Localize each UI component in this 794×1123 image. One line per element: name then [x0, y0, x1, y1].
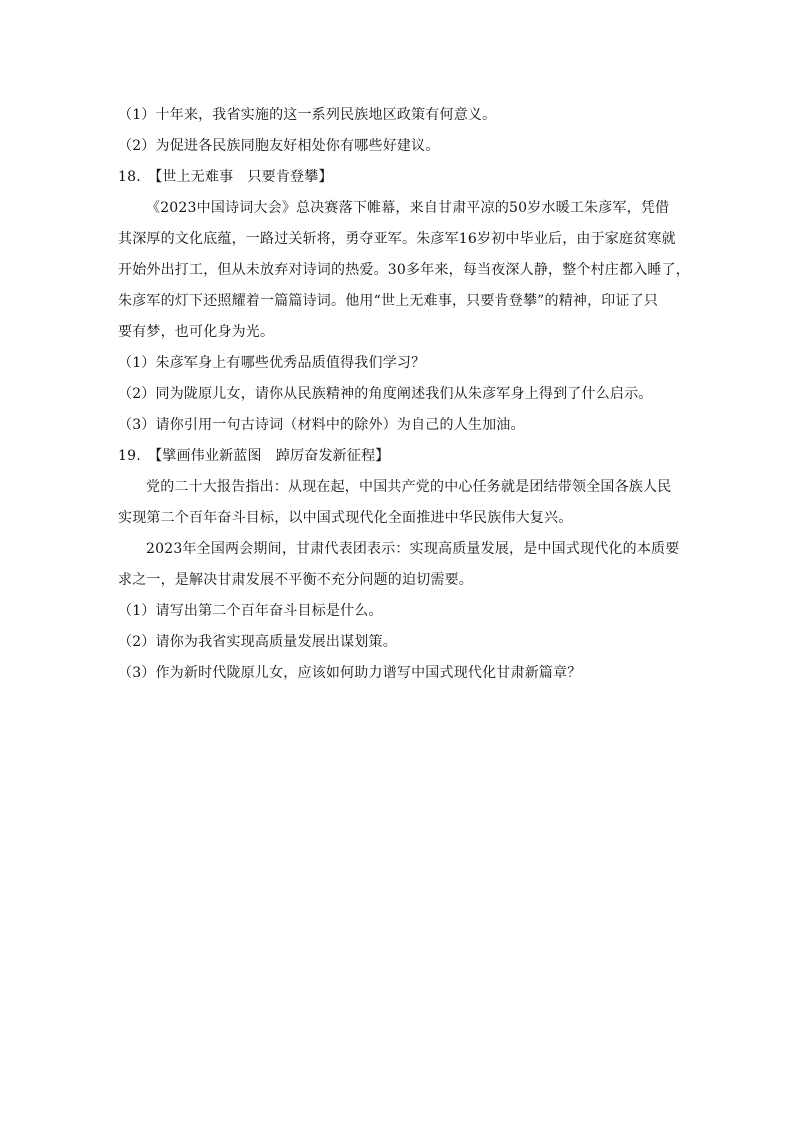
q19-heading: 19. 【擘画伟业新蓝图 踔厉奋发新征程】 [118, 448, 390, 464]
q18-paragraph-line: 要有梦，也可化身为光。 [118, 324, 275, 340]
q18-paragraph-line: 《2023中国诗词大会》总决赛落下帷幕，来自甘肃平凉的50岁水暖工朱彦军，凭借 [146, 200, 670, 216]
q19-paragraph1-line: 实现第二个百年奋斗目标，以中国式现代化全面推进中华民族伟大复兴。 [118, 510, 573, 526]
document-content [118, 100, 691, 689]
q17-sub1: （1）十年来，我省实施的这一系列民族地区政策有何意义。 [118, 107, 497, 123]
q18-sub3: （3）请你引用一句古诗词（材料中的除外）为自己的人生加油。 [118, 417, 525, 433]
q18-paragraph-line: 开始外出打工，但从未放弃对诗词的热爱。30多年来，每当夜深人静，整个村庄都入睡了， [118, 262, 691, 278]
q17-sub2: （2）为促进各民族同胞友好相处你有哪些好建议。 [118, 138, 440, 154]
q19-paragraph1-line: 党的二十大报告指出：从现在起，中国共产党的中心任务就是团结带领全国各族人民 [146, 479, 672, 495]
q18-heading: 18. 【世上无难事 只要肯登攀】 [118, 169, 333, 185]
q19-sub1: （1）请写出第二个百年奋斗目标是什么。 [118, 603, 383, 619]
q19-sub3: （3）作为新时代陇原儿女，应该如何助力谱写中国式现代化甘肃新篇章？ [118, 665, 582, 681]
q19-sub2: （2）请你为我省实现高质量发展出谋划策。 [118, 634, 397, 650]
q18-paragraph-line: 朱彦军的灯下还照耀着一篇篇诗词。他用“世上无难事，只要肯登攀”的精神，印证了只 [118, 293, 659, 309]
q18-sub1: （1）朱彦军身上有哪些优秀品质值得我们学习？ [118, 355, 426, 371]
q19-paragraph2-line: 求之一，是解决甘肃发展不平衡不充分问题的迫切需要。 [118, 572, 473, 588]
q18-paragraph-line: 其深厚的文化底蕴，一路过关斩将，勇夺亚军。朱彦军16岁初中毕业后，由于家庭贫寒就 [118, 231, 676, 247]
q19-paragraph2-line: 2023年全国两会期间，甘肃代表团表示：实现高质量发展，是中国式现代化的本质要 [146, 541, 680, 557]
q18-sub2: （2）同为陇原儿女，请你从民族精神的角度阐述我们从朱彦军身上得到了什么启示。 [118, 386, 653, 402]
